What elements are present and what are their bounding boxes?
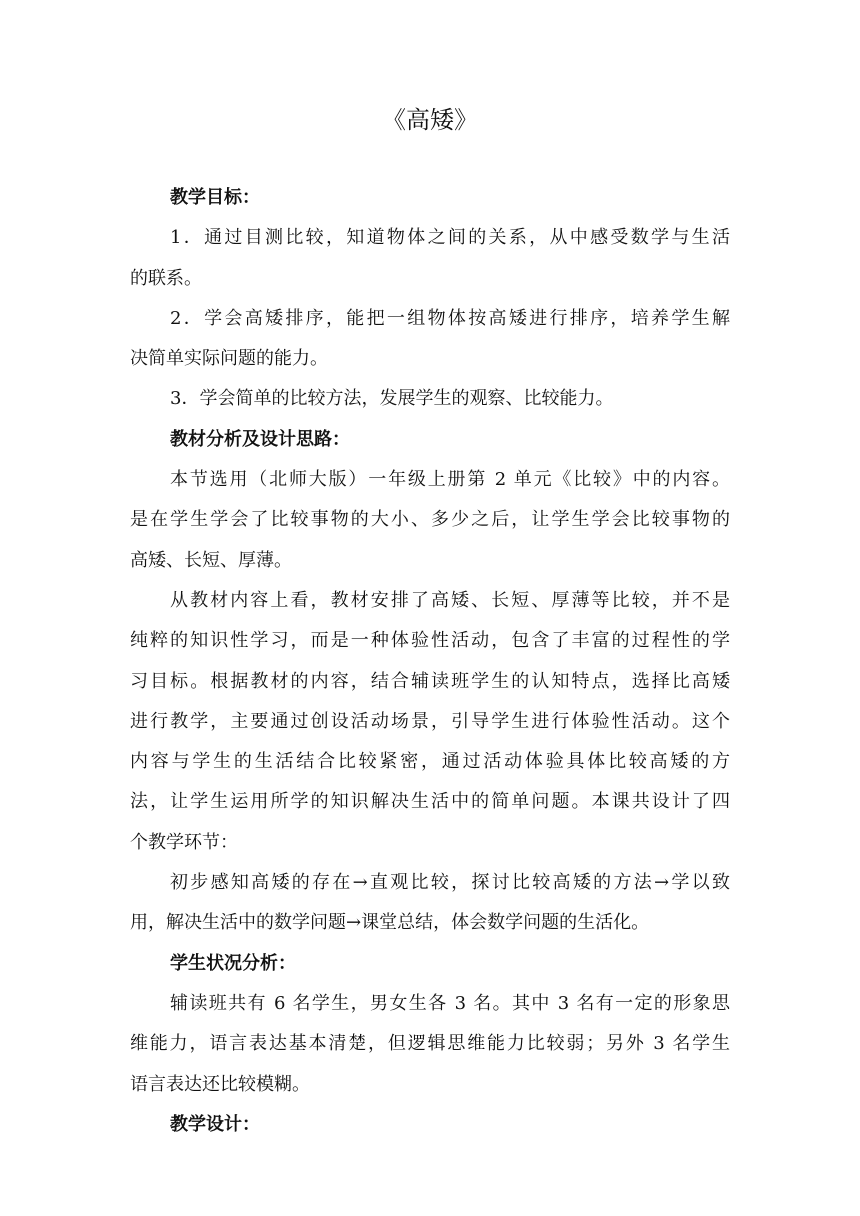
paragraph-line: 高矮、长短、厚薄。 (130, 549, 292, 571)
paragraph-line: 3．学会简单的比较方法，发展学生的观察、比较能力。 (170, 388, 614, 410)
paragraph-line: 2．学会高矮排序，能把一组物体按高矮进行排序，培养学生解 (170, 307, 730, 329)
paragraph-line: 从教材内容上看，教材安排了高矮、长短、厚薄等比较，并不是 (170, 589, 730, 611)
section-heading: 学生状况分析： (170, 952, 296, 974)
section-heading: 教学目标： (170, 187, 260, 208)
paragraph-line: 法，让学生运用所学的知识解决生活中的简单问题。本课共设计了四 (130, 791, 730, 813)
document-body (130, 178, 730, 1145)
paragraph-line: 辅读班共有 6 名学生，男女生各 3 名。其中 3 名有一定的形象思 (170, 992, 730, 1014)
paragraph-line: 本节选用（北师大版）一年级上册第 2 单元《比较》中的内容。 (170, 469, 730, 491)
paragraph-line: 是在学生学会了比较事物的大小、多少之后，让学生学会比较事物的 (130, 509, 730, 531)
paragraph-line: 决简单实际问题的能力。 (130, 348, 328, 370)
document-title: 《高矮》 (382, 106, 478, 134)
paragraph-line: 进行教学，主要通过创设活动场景，引导学生进行体验性活动。这个 (130, 710, 730, 732)
paragraph-line: 个教学环节： (130, 831, 238, 853)
paragraph-line: 的联系。 (130, 267, 202, 289)
paragraph-line: 语言表达还比较模糊。 (130, 1073, 310, 1095)
section-heading: 教学设计： (170, 1113, 260, 1135)
paragraph-line: 1．通过目测比较，知道物体之间的关系，从中感受数学与生活 (170, 227, 730, 249)
section-heading: 教材分析及设计思路： (170, 428, 350, 450)
paragraph-line: 初步感知高矮的存在→直观比较，探讨比较高矮的方法→学以致 (170, 872, 730, 894)
paragraph-line: 内容与学生的生活结合比较紧密，通过活动体验具体比较高矮的方 (130, 751, 730, 773)
paragraph-line: 纯粹的知识性学习，而是一种体验性活动，包含了丰富的过程性的学 (130, 630, 730, 652)
paragraph-line: 习目标。根据教材的内容，结合辅读班学生的认知特点，选择比高矮 (130, 670, 730, 692)
paragraph-line: 维能力，语言表达基本清楚，但逻辑思维能力比较弱；另外 3 名学生 (130, 1033, 730, 1055)
paragraph-line: 用，解决生活中的数学问题→课堂总结，体会数学问题的生活化。 (130, 912, 650, 934)
